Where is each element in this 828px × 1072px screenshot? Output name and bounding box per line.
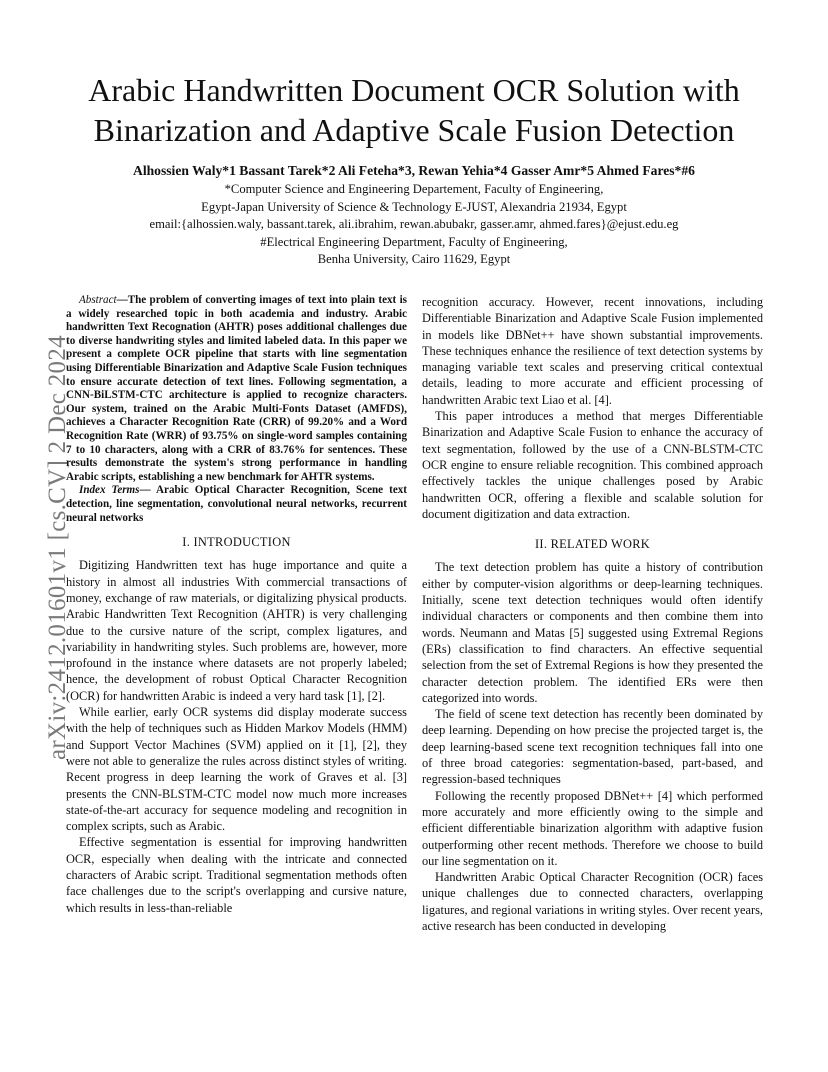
intro-paragraph: Effective segmentation is essential for improving handwritten OCR, especially when dealing with the intricate and connected characters of Arabic script. Traditional segmentation methods often face challenges due to the script's overlapping and cursive nature, which results in less-than-reliable bbox=[66, 835, 407, 915]
intro-paragraph: While earlier, early OCR systems did display moderate success with the help of techniques such as Hidden Markov Models (HMM) and Support Vector Machines (SVM) applied on it [1], [2], they were not able to generalize the rules across distinct styles of writing. Recent progress in deep learning the work of Graves et al. [3] presents the CNN-BLSTM-CTC model now much more increases state-of-the-art accuracy for sequence modeling and recognition in complex scripts, such as Arabic. bbox=[66, 705, 407, 834]
arxiv-sidebar-stamp bbox=[18, 290, 71, 760]
intro-continued-paragraph: recognition accuracy. However, recent innovations, including Differentiable Binarization and Adaptive Scale Fusion implemented in models like DBNet++ have shown substantial improvements. These techniques enhance the resilience of text detection systems by managing variable text scales and preserving critical contextual details, leading to more accurate and efficient processing of handwritten Arabic text Liao et al. [4]. bbox=[422, 295, 763, 407]
index-terms bbox=[66, 484, 407, 525]
intro-paragraph: Digitizing Handwritten text has huge importance and quite a history in almost all industries With commercial transactions of money, exchange of raw materials, or digitalizing physical products. Arabic Handwritten Text Recognition (AHTR) is very challenging due to the cursive nature of the script, complex ligatures, and variability in handwriting styles. Such problems are, however, more profound in the instance where datasets are not properly labeled; hence, the development of robust Optical Character Recognition (OCR) for handwritten Arabic is indeed a very hard task [1], [2]. bbox=[66, 558, 407, 703]
affiliation-line: Egypt-Japan University of Science & Technology E-JUST, Alexandria 21934, Egypt bbox=[201, 199, 627, 214]
affiliation-line: #Electrical Engineering Department, Faculty of Engineering, bbox=[260, 234, 568, 249]
index-terms-label: Index Terms bbox=[79, 484, 140, 497]
affiliations bbox=[60, 181, 768, 269]
abstract-text: —The problem of converting images of text into plain text is a widely researched topic in both academia and industry. Arabic handwritten Text Recognation (AHTR) poses additional challenges due to diverse handwriting styles and limited labeled data. In this paper we present a complete OCR pipeline that starts with line segmentation using Differentiable Binarization and Adaptive Scale Fusion techniques to ensure accurate detection of text lines. Following segmentation, a CNN-BiLSTM-CTC architecture is applied to recognize characters. Our system, trained on the Arabic Multi-Fonts Dataset (AMFDS), achieves a Character Recognition Rate (CRR) of 99.20% and a Word Recognition Rate (WRR) of 93.75% on single-word samples containing 7 to 10 characters, along with a CRR of 83.76% for sentences. These results demonstrate the system's strong performance in handling Arabic scripts, establishing a new benchmark for AHTR systems. bbox=[66, 294, 407, 483]
arxiv-identifier: arXiv:2412.01601v1 [cs.CV] 2 Dec 2024 bbox=[44, 335, 71, 760]
author-list: Alhossien Waly*1 Bassant Tarek*2 Ali Feteha*3, Rewan Yehia*4 Gasser Amr*5 Ahmed Fares*#6 bbox=[133, 163, 695, 178]
abstract bbox=[66, 294, 407, 484]
related-work-paragraph: Handwritten Arabic Optical Character Recognition (OCR) faces unique challenges due to connected characters, overlapping ligatures, and regional variations in writing styles. Over recent years, active research has been conducted in developing bbox=[422, 870, 763, 933]
paper-title: Arabic Handwritten Document OCR Solution with Binarization and Adaptive Scale Fusion Detection bbox=[88, 72, 740, 148]
related-work-paragraph: The field of scene text detection has recently been dominated by deep learning. Depending on how precise the projected target is, the deep learning-based scene text recognition techniques fall into one of three broad categories: segmentation-based, part-based, and regression-based techniques bbox=[422, 707, 763, 787]
index-terms-text: — Arabic Optical Character Recognition, Scene text detection, line segmentation, convolutional neural networks, recurrent neural networks bbox=[66, 484, 407, 524]
related-work-paragraph: Following the recently proposed DBNet++ [4] which performed more accurately and more efficiently owing to the simple and efficient differentiable binarization algorithm with adaptive fusion outperforming other recent methods. Therefore we choose to build our line segmentation on it. bbox=[422, 788, 763, 868]
affiliation-line: Benha University, Cairo 11629, Egypt bbox=[317, 252, 511, 266]
right-column bbox=[422, 294, 763, 934]
affiliation-line: *Computer Science and Engineering Departement, Faculty of Engineering, bbox=[224, 182, 604, 196]
related-work-paragraph: The text detection problem has quite a history of contribution either by computer-vision algorithms or deep-learning techniques. Initially, scene text detection techniques would often identify individual characters or components and then combine them into words. Neumann and Matas [5] suggested using Extremal Regions (ERs) classification to find characters. An effective sequential selection from the set of Extremal Regions is how they presented the character detection problem. The identified ERs were then categorized into words. bbox=[422, 560, 763, 705]
intro-paragraph: This paper introduces a method that merges Differentiable Binarization and Adaptive Scale Fusion to enhance the accuracy of text segmentation, followed by the use of a CNN-BLSTM-CTC OCR engine to ensure reliable recognition. This combined approach effectively tackles the unique challenges posed by Arabic handwritten OCR, offering a flexible and scalable solution for document digitization and data extraction. bbox=[422, 409, 763, 521]
affiliation-email: email:{alhossien.waly, bassant.tarek, ali.ibrahim, rewan.abubakr, gasser.amr, ahmed.fares}@ejust.edu.eg bbox=[149, 217, 679, 231]
section-heading-related-work: II. RELATED WORK bbox=[534, 537, 651, 552]
abstract-label: Abstract bbox=[79, 294, 117, 306]
section-heading-introduction: I. INTRODUCTION bbox=[182, 535, 291, 550]
left-column bbox=[66, 294, 407, 916]
